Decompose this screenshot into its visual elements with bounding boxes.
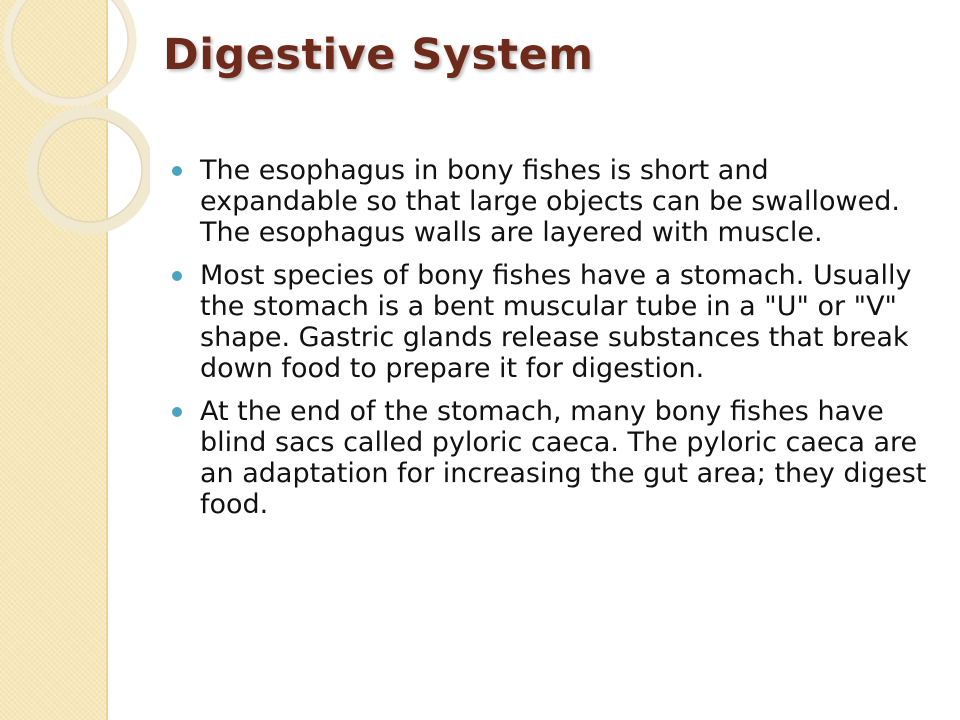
bullet-text: The esophagus in bony fishes is short and expandable so that large objects can be swallowed. The esophagus walls are layered with muscle.	[200, 155, 900, 248]
bullet-dot-icon	[172, 271, 182, 281]
bullet-item	[170, 396, 930, 520]
decorative-ring-small-outline	[38, 118, 142, 222]
bullet-text: Most species of bony fishes have a stomach. Usually the stomach is a bent muscular tube in a "U" or "V" shape. Gastric glands release substances that break down food to prepare it for digestion.	[200, 260, 912, 384]
bullet-dot-icon	[172, 407, 182, 417]
bullet-list	[170, 155, 930, 532]
decorative-ring-small	[32, 112, 148, 228]
bullet-item	[170, 155, 930, 248]
bullet-text: At the end of the stomach, many bony fishes have blind sacs called pyloric caeca. The pyloric caeca are an adaptation for increasing the gut area; they digest food.	[200, 396, 927, 520]
decorative-rings	[0, 0, 150, 260]
bullet-item	[170, 260, 930, 384]
bullet-dot-icon	[172, 166, 182, 176]
slide-title: Digestive System	[163, 30, 594, 80]
decorative-ring-large	[8, 0, 132, 102]
